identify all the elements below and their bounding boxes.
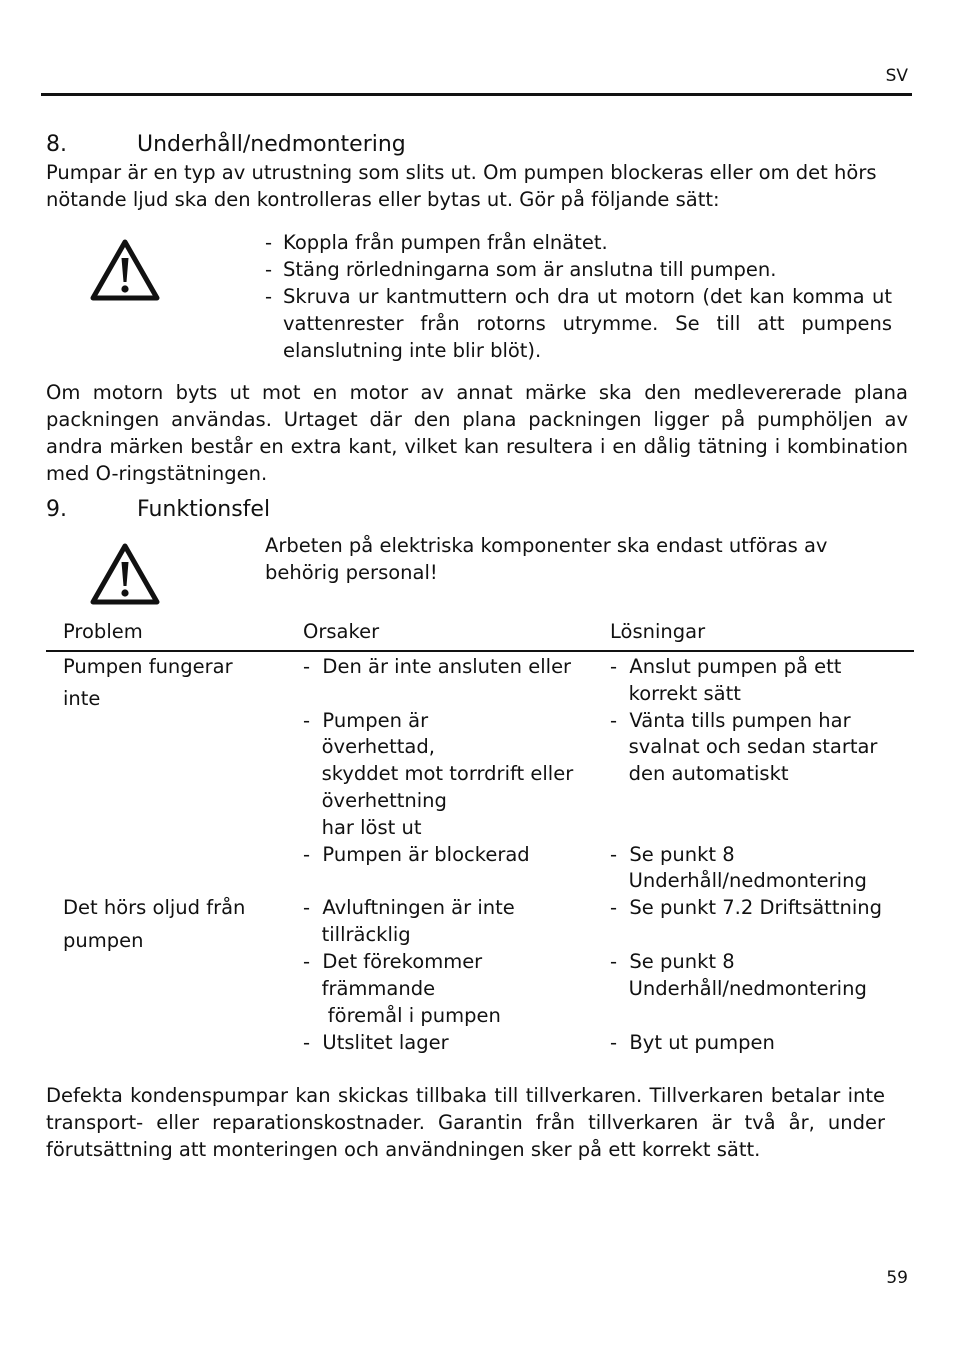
table-header-solutions: Lösningar xyxy=(610,620,706,643)
motor-replacement-paragraph: Om motorn byts ut mot en motor av annat märke ska den medlevererade plana packningen användas. Urtaget där den plana packningen ligger på pumphöljen av andra märken består en extra kant, vilket kan resultera i en dålig tätning i kombination med O-ringstätningen. xyxy=(46,381,908,485)
table-header-problem: Problem xyxy=(63,620,143,643)
language-code: SV xyxy=(885,66,908,86)
section-8-intro xyxy=(46,159,877,213)
solution-line: - Anslut pumpen på ett xyxy=(610,655,842,678)
maintenance-step: - Koppla från pumpen från elnätet. xyxy=(265,229,892,256)
cause-line: - Det förekommer xyxy=(303,950,483,973)
maintenance-step: - Skruva ur kantmuttern och dra ut motorn (det kan komma ut vattenrester från rotorns utrymme. Se till att pumpens elanslutning inte blir blöt). xyxy=(265,283,892,364)
cause-line: - Pumpen är xyxy=(303,709,429,732)
solution-line: - Byt ut pumpen xyxy=(610,1031,775,1054)
cause-line: har löst ut xyxy=(303,816,422,839)
section-8-number: 8. xyxy=(46,132,67,157)
solution-line: den automatiskt xyxy=(610,762,789,785)
cause-line: - Avluftningen är inte xyxy=(303,896,515,919)
intro-line-2: nötande ljud ska den kontrolleras eller bytas ut. Gör på följande sätt: xyxy=(46,188,720,211)
cause-line: skyddet mot torrdrift eller xyxy=(303,762,574,785)
solution-line: korrekt sätt xyxy=(610,682,741,705)
table-header-causes: Orsaker xyxy=(303,620,380,643)
problem-cell: pumpen xyxy=(63,929,144,952)
solution-line: svalnat och sedan startar xyxy=(610,735,878,758)
solution-line: Underhåll/nedmontering xyxy=(610,977,867,1000)
problem-cell: Det hörs oljud från xyxy=(63,896,246,919)
maintenance-step: - Stäng rörledningarna som är anslutna till pumpen. xyxy=(265,256,892,283)
cause-line: främmande xyxy=(303,977,436,1000)
solution-line: Underhåll/nedmontering xyxy=(610,869,867,892)
cause-line: föremål i pumpen xyxy=(303,1004,501,1027)
section-8-title: Underhåll/nedmontering xyxy=(137,132,406,157)
warning-triangle-icon xyxy=(90,542,160,606)
warranty-paragraph: Defekta kondenspumpar kan skickas tillbaka till tillverkaren. Tillverkaren betalar inte transport- eller reparationskostnader. Garantin från tillverkaren är två år, under förutsättning att monteringen och användningen sker på ett korrekt sätt. xyxy=(46,1084,885,1161)
problem-cell: Pumpen fungerar xyxy=(63,655,233,678)
solution-line: - Se punkt 8 xyxy=(610,843,735,866)
cause-line: - Den är inte ansluten eller xyxy=(303,655,572,678)
maintenance-steps xyxy=(265,229,892,364)
section-9-title: Funktionsfel xyxy=(137,497,271,522)
section-9-heading xyxy=(46,497,270,522)
solution-line: - Se punkt 8 xyxy=(610,950,735,973)
electrical-warning-text: Arbeten på elektriska komponenter ska endast utföras av behörig personal! xyxy=(265,534,828,584)
warning-triangle-icon xyxy=(90,238,160,302)
intro-line-1: Pumpar är en typ av utrustning som slits ut. Om pumpen blockeras eller om det hörs xyxy=(46,161,877,184)
solution-line: - Vänta tills pumpen har xyxy=(610,709,851,732)
table-header-rule xyxy=(46,650,914,652)
cause-line: överhettning xyxy=(303,789,447,812)
page-number: 59 xyxy=(886,1268,908,1288)
header-rule xyxy=(41,93,912,96)
cause-line: - Pumpen är blockerad xyxy=(303,843,530,866)
solution-line: - Se punkt 7.2 Driftsättning xyxy=(610,896,882,919)
cause-line: överhettad, xyxy=(303,735,435,758)
cause-line: tillräcklig xyxy=(303,923,411,946)
section-9-number: 9. xyxy=(46,497,67,522)
cause-line: - Utslitet lager xyxy=(303,1031,449,1054)
problem-cell: inte xyxy=(63,687,101,710)
section-8-heading xyxy=(46,132,406,157)
